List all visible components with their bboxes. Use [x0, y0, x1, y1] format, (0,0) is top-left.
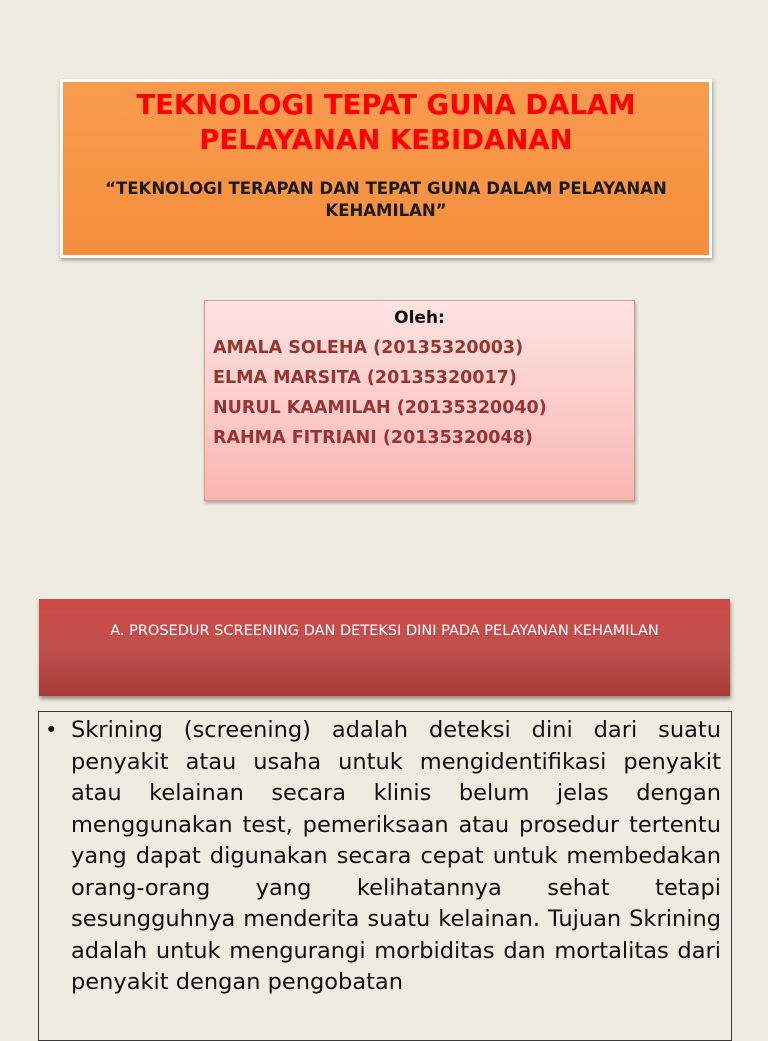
- author-name: AMALA SOLEHA (20135320003): [213, 338, 524, 358]
- bullet-item: [39, 712, 731, 999]
- bullet-icon: •: [45, 718, 58, 742]
- author-list: [213, 333, 634, 453]
- bullet-paragraph: Skrining (screening) adalah deteksi dini dari suatu penyakit atau usaha untuk mengidentifikasi penyakit atau kelainan secara klinis belum jelas dengan menggunakan test, pemeriksaan atau prosedur tertentu yang dapat digunakan secara cepat untuk membedakan orang-orang yang kelihatannya sehat tetapi sesungguhnya menderita suatu kelainan. Tujuan Skrining adalah untuk mengurangi morbiditas dan mortalitas dari penyakit dengan pengobatan: [71, 717, 721, 995]
- author-name: ELMA MARSITA (20135320017): [213, 368, 517, 388]
- author-name: NURUL KAAMILAH (20135320040): [213, 398, 547, 418]
- section-heading: A. PROSEDUR SCREENING DAN DETEKSI DINI PADA PELAYANAN KEHAMILAN: [110, 623, 659, 639]
- document-title: TEKNOLOGI TEPAT GUNA DALAM PELAYANAN KEBIDANAN: [136, 89, 636, 156]
- title-box: [60, 79, 712, 258]
- section-heading-bar: [39, 599, 730, 696]
- document-subtitle: “TEKNOLOGI TERAPAN DAN TEPAT GUNA DALAM PELAYANAN KEHAMILAN”: [105, 179, 667, 220]
- author-heading: Oleh:: [394, 308, 445, 328]
- author-box: [204, 300, 635, 501]
- content-box: [38, 711, 732, 1041]
- author-name: RAHMA FITRIANI (20135320048): [213, 428, 533, 448]
